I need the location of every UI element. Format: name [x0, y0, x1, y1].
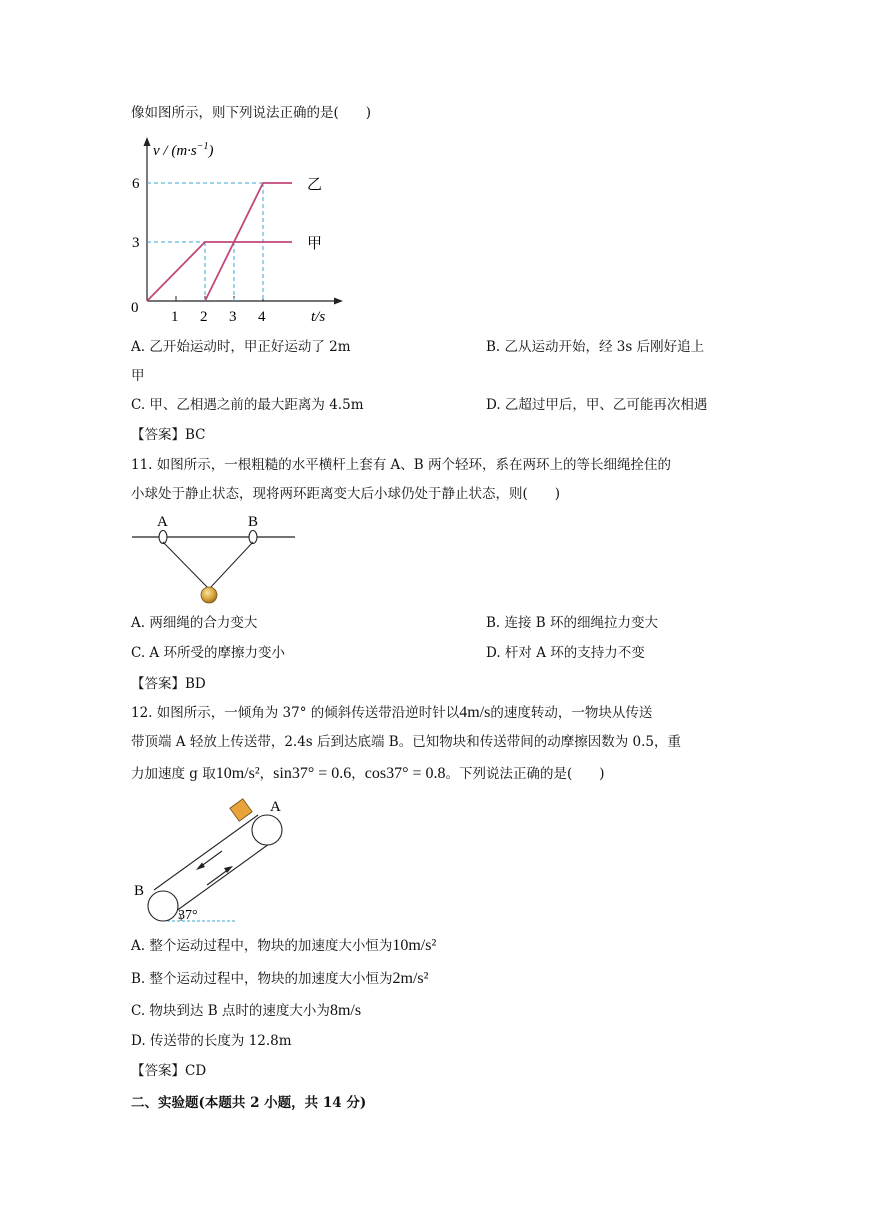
roller-top — [252, 815, 282, 845]
section-heading: 二、实验题(本题共 2 小题，共 14 分) — [131, 1095, 367, 1111]
q12-conveyor-figure — [130, 795, 310, 930]
ring-b — [249, 531, 257, 544]
x-tick-1: 1 — [171, 309, 179, 325]
y-axis-label: $v / (m\cdot s^{-1})$ — [153, 141, 214, 159]
q12-answer: 【答案】CD — [131, 1063, 207, 1079]
roller-bottom — [148, 891, 178, 921]
q10-option-a: A. 乙开始运动时，甲正好运动了 2m — [131, 339, 351, 355]
x-tick-3: 3 — [229, 309, 237, 325]
q10-vt-graph — [125, 135, 345, 325]
q11-answer: 【答案】BD — [131, 676, 206, 692]
q10-stem-tail: 像如图所示，则下列说法正确的是( ) — [131, 105, 372, 121]
belt-arrow-up — [207, 869, 229, 885]
angle-label: 37° — [178, 908, 198, 923]
origin-label: 0 — [131, 300, 139, 316]
q12-option-c: C. 物块到达 B 点时的速度大小为8m/s — [131, 1002, 362, 1019]
q10-option-c: C. 甲、乙相遇之前的最大距离为 4.5m — [131, 397, 364, 413]
ring-b-label: B — [248, 514, 259, 530]
y-axis-arrow — [144, 137, 151, 146]
q11-rings-figure — [130, 512, 300, 607]
belt-top-edge — [154, 815, 258, 890]
q11-option-d: D. 杆对 A 环的支持力不变 — [486, 645, 645, 661]
point-b-label: B — [134, 883, 145, 899]
rope-b — [210, 542, 253, 588]
q12-line3: 力加速度 g 取10m/s²，sin37° = 0.6，cos37° = 0.8。下列说法正确的是( ) — [131, 765, 605, 782]
y-tick-6: 6 — [132, 176, 140, 192]
q12-option-d: D. 传送带的长度为 12.8m — [131, 1033, 292, 1049]
series-label-yi: 乙 — [307, 177, 323, 193]
ring-a-label: A — [157, 514, 168, 530]
q11-line1: 11. 如图所示，一根粗糙的水平横杆上套有 A、B 两个轻环，系在两环上的等长细绳拴住的 — [131, 457, 672, 473]
q10-answer: 【答案】BC — [131, 427, 206, 443]
q10-option-d: D. 乙超过甲后，甲、乙可能再次相遇 — [486, 397, 708, 413]
ring-a — [159, 531, 167, 544]
x-tick-4: 4 — [258, 309, 266, 325]
q10-option-b: B. 乙从运动开始，经 3s 后刚好追上 — [486, 339, 705, 355]
hanging-ball — [201, 587, 217, 603]
q11-line2: 小球处于静止状态，现将两环距离变大后小球仍处于静止状态，则( ) — [131, 486, 561, 502]
q12-line1: 12. 如图所示，一倾角为 37° 的倾斜传送带沿逆时针以4m/s的速度转动，一物块从传送 — [131, 704, 653, 721]
point-a-label: A — [270, 799, 281, 815]
belt-arrow-down-head — [196, 863, 205, 871]
q12-option-b: B. 整个运动过程中，物块的加速度大小恒为2m/s² — [131, 970, 429, 987]
x-tick-2: 2 — [200, 309, 208, 325]
x-axis-arrow — [334, 298, 343, 305]
q11-option-a: A. 两细绳的合力变大 — [131, 615, 258, 631]
block — [230, 799, 252, 821]
q12-option-a: A. 整个运动过程中，物块的加速度大小恒为10m/s² — [131, 937, 437, 954]
q12-line2: 带顶端 A 轻放上传送带，2.4s 后到达底端 B。已知物块和传送带间的动摩擦因数为 0.5，重 — [131, 734, 681, 750]
q10-option-b-wrap: 甲 — [131, 368, 145, 384]
rope-a — [163, 542, 208, 588]
belt-bottom-edge — [172, 839, 276, 914]
q11-option-c: C. A 环所受的摩擦力变小 — [131, 645, 285, 661]
y-tick-3: 3 — [132, 235, 140, 251]
series-label-jia: 甲 — [307, 236, 323, 252]
q11-option-b: B. 连接 B 环的细绳拉力变大 — [486, 615, 659, 631]
x-axis-label: t/s — [311, 309, 326, 325]
